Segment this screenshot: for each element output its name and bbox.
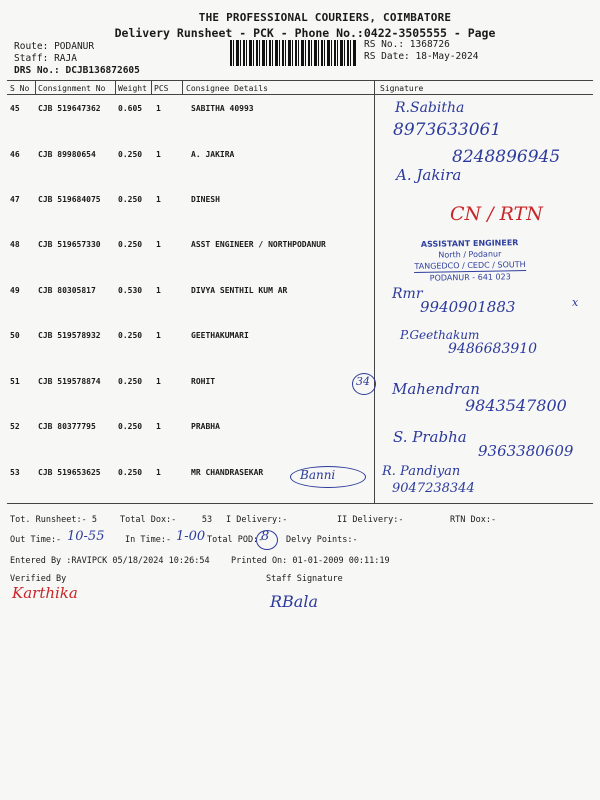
signature-divider: [374, 80, 375, 504]
handwritten-phone: 8973633061: [393, 120, 502, 140]
entered-by: Entered By :RAVIPCK 05/18/2024 10:26:54: [10, 556, 210, 566]
stamp-line: PODANUR - 641 023: [429, 272, 511, 283]
stamp-line: North / Podanur: [438, 249, 502, 260]
handwritten-name: P.Geethakum: [400, 328, 480, 342]
row-consignment: CJB 80377795: [38, 422, 96, 431]
drs-number: DRS No.: DCJB136872605: [14, 65, 140, 76]
row-consignee: MR CHANDRASEKAR: [191, 468, 264, 477]
delvy-points: Delvy Points:-: [286, 535, 358, 545]
row-pcs: 1: [156, 377, 161, 386]
row-consignment: CJB 519578932: [38, 331, 101, 340]
row-consignment: CJB 519647362: [38, 104, 101, 113]
row-pcs: 1: [156, 286, 161, 295]
header-rule: [7, 94, 593, 95]
handwritten-signature: Rmr: [392, 286, 423, 302]
row-sno: 47: [10, 195, 20, 204]
rs-date: RS Date: 18-May-2024: [364, 51, 479, 62]
handwritten-name: S. Prabha: [393, 428, 467, 446]
row-consignee: DINESH: [191, 195, 220, 204]
row-sno: 48: [10, 240, 20, 249]
row-pcs: 1: [156, 468, 161, 477]
row-consignment: CJB 519653625: [38, 468, 101, 477]
handwritten-name: R. Pandiyan: [382, 464, 461, 479]
handwritten-mark: x: [572, 296, 579, 309]
stamp-line: ASSISTANT ENGINEER: [420, 238, 519, 249]
row-consignee: SABITHA 40993: [191, 104, 254, 113]
col-signature: Signature: [380, 84, 424, 93]
staff-signature: RBala: [270, 592, 318, 611]
row-weight: 0.250: [118, 377, 143, 386]
row-consignee: GEETHAKUMARI: [191, 331, 249, 340]
row-consignee: ASST ENGINEER / NORTHPODANUR: [191, 240, 326, 249]
row-pcs: 1: [156, 422, 161, 431]
handwritten-phone: 9843547800: [465, 396, 567, 415]
handwritten-phone: 9940901883: [420, 298, 516, 316]
ii-delivery: II Delivery:-: [337, 515, 404, 525]
circled-number-text: 34: [356, 375, 370, 388]
col-pcs: PCS: [154, 84, 169, 93]
handwritten-phone: 9486683910: [448, 341, 538, 357]
runsheet-subtitle: Delivery Runsheet - PCK - Phone No.:0422-3505555 - Page: [114, 26, 496, 40]
in-time-label: In Time:-: [125, 535, 172, 545]
stamp-line: TANGEDCO / CEDC / SOUTH: [414, 260, 526, 271]
total-pod-value: 8: [261, 529, 270, 544]
handwritten-phone: 9047238344: [392, 481, 475, 496]
row-pcs: 1: [156, 150, 161, 159]
row-pcs: 1: [156, 104, 161, 113]
row-consignee: A. JAKIRA: [191, 150, 235, 159]
row-consignee: DIVYA SENTHIL KUM AR: [191, 286, 288, 295]
row-weight: 0.605: [118, 104, 143, 113]
table-top-rule: [7, 80, 593, 81]
row-consignment: CJB 519657330: [38, 240, 101, 249]
row-pcs: 1: [156, 331, 161, 340]
row-weight: 0.250: [118, 240, 143, 249]
handwritten-name: Mahendran: [392, 380, 480, 398]
col-sno: S No: [10, 84, 30, 93]
row-sno: 52: [10, 422, 20, 431]
col-divider: [115, 80, 116, 94]
row-consignment: CJB 89980654: [38, 150, 96, 159]
verified-signature: Karthika: [12, 584, 78, 602]
row-weight: 0.250: [118, 422, 143, 431]
in-time-value: 1-00: [176, 529, 206, 544]
row-weight: 0.250: [118, 468, 143, 477]
row-weight: 0.250: [118, 195, 143, 204]
row-pcs: 1: [156, 240, 161, 249]
official-stamp: [395, 237, 546, 290]
total-dox: Total Dox:- 53: [120, 515, 213, 525]
row-consignment: CJB 519578874: [38, 377, 101, 386]
row-weight: 0.250: [118, 150, 143, 159]
route: Route: PODANUR: [14, 41, 95, 52]
row-weight: 0.250: [118, 331, 143, 340]
barcode: [230, 40, 356, 66]
row-weight: 0.530: [118, 286, 143, 295]
row-sno: 51: [10, 377, 20, 386]
total-pod-label: Total POD:-: [207, 535, 264, 545]
circled-note-text: Banni: [300, 468, 336, 482]
staff-signature-label: Staff Signature: [266, 574, 343, 584]
handwritten-name: A. Jakira: [396, 166, 462, 184]
rtn-mark: CN / RTN: [450, 203, 543, 225]
table-bottom-rule: [7, 503, 593, 504]
out-time-value: 10-55: [67, 529, 105, 544]
row-sno: 45: [10, 104, 20, 113]
handwritten-phone: 9363380609: [478, 442, 574, 460]
row-sno: 46: [10, 150, 20, 159]
row-sno: 53: [10, 468, 20, 477]
rtn-dox: RTN Dox:-: [450, 515, 497, 525]
verified-by-label: Verified By: [10, 574, 67, 584]
i-delivery: I Delivery:-: [226, 515, 288, 525]
rs-number: RS No.: 1368726: [364, 39, 450, 50]
row-sno: 50: [10, 331, 20, 340]
row-consignment: CJB 80305817: [38, 286, 96, 295]
col-consignee: Consignee Details: [186, 84, 268, 93]
staff: Staff: RAJA: [14, 53, 77, 64]
row-consignment: CJB 519684075: [38, 195, 101, 204]
row-sno: 49: [10, 286, 20, 295]
row-consignee: PRABHA: [191, 422, 220, 431]
row-consignee: ROHIT: [191, 377, 216, 386]
row-pcs: 1: [156, 195, 161, 204]
out-time-label: Out Time:-: [10, 535, 62, 545]
col-divider: [151, 80, 152, 94]
col-divider: [35, 80, 36, 94]
printed-on: Printed On: 01-01-2009 00:11:19: [231, 556, 390, 566]
total-runsheet: Tot. Runsheet:- 5: [10, 515, 97, 525]
handwritten-phone: 8248896945: [452, 147, 561, 167]
col-consignment: Consignment No: [38, 84, 106, 93]
company-title: THE PROFESSIONAL COURIERS, COIMBATORE: [198, 11, 452, 24]
col-weight: Weight: [118, 84, 147, 93]
col-divider: [182, 80, 183, 94]
handwritten-name: R.Sabitha: [395, 100, 465, 116]
